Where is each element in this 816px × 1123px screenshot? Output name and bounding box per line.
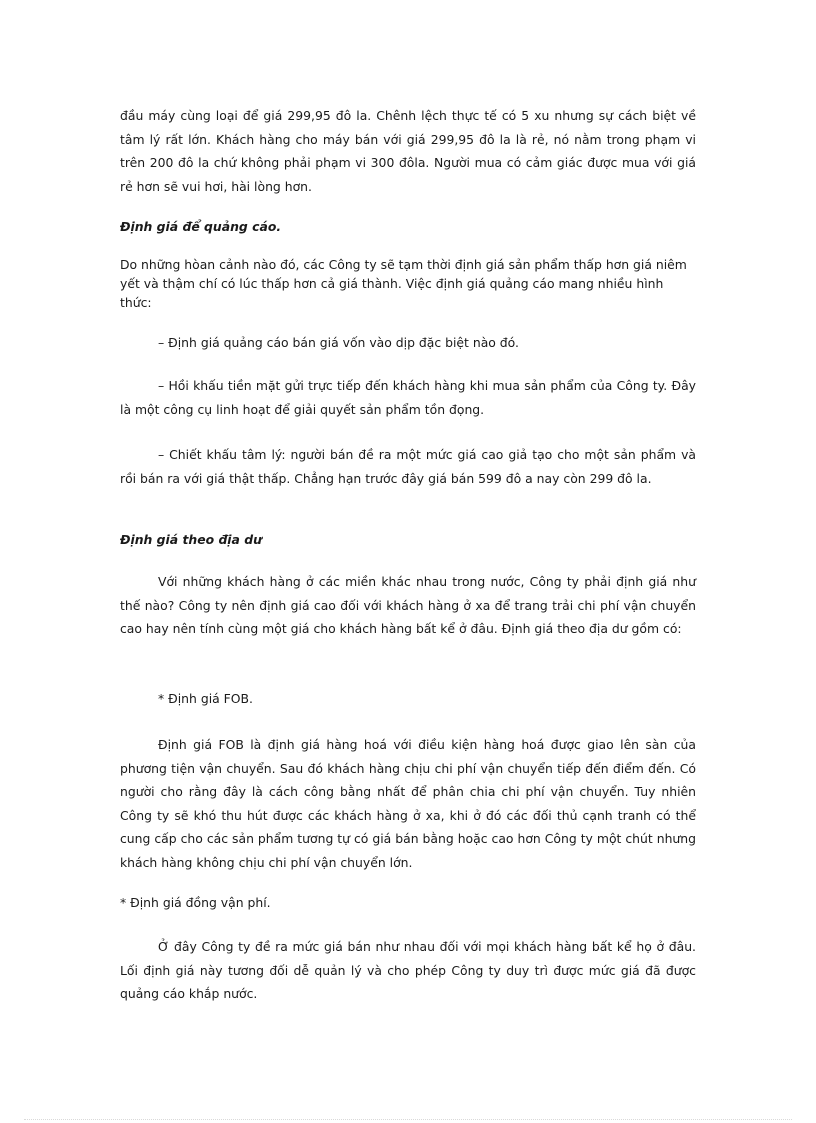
paragraph-psychological-pricing: đầu máy cùng loại để giá 299,95 đô la. Chênh lệch thực tế có 5 xu nhưng sự cách biệt về tâm lý rất lớn. Khách hàng cho máy bán với giá 299,95 đô la là rẻ, nó nằm trong phạm vi trên 200 đô la chứ không phải phạm vi 300 đôla. Người mua có cảm giác được mua với giá rẻ hơn sẽ vui hơi, hài lòng hơn. — [120, 108, 696, 194]
paragraph-fob-description: Định giá FOB là định giá hàng hoá với điều kiện hàng hoá được giao lên sàn của phương tiện vận chuyển. Sau đó khách hàng chịu chi phí vận chuyển tiếp đến điểm đến. Có người cho rằng đây là cách công bằng nhất để phân chia chi phí vận chuyển. Tuy nhiên Công ty sẽ khó thu hút được các khách hàng ở xa, khi ở đó các đối thủ cạnh tranh có thể cung cấp cho các sản phẩm tương tự có giá bán bằng hoặc cao hơn Công ty một chút nhưng khách hàng không chịu chi phí vận chuyển lớn. — [120, 737, 696, 870]
heading-geographical-pricing: Định giá theo địa dư — [120, 532, 262, 547]
paragraph-psychological-discount: – Chiết khấu tâm lý: người bán đề ra một mức giá cao giả tạo cho một sản phẩm và rồi bán ra với giá thật thấp. Chẳng hạn trước đây giá bán 599 đô a nay còn 299 đô la. — [120, 447, 696, 486]
paragraph-geographical-intro: Với những khách hàng ở các miền khác nhau trong nước, Công ty phải định giá như thế nào? Công ty nên định giá cao đối với khách hàng ở xa để trang trải chi phí vận chuyển cao hay nên tính cùng một giá cho khách hàng bất kể ở đâu. Định giá theo địa dư gồm có: — [120, 574, 696, 636]
paragraph-loss-leader: – Định giá quảng cáo bán giá vốn vào dịp đặc biệt nào đó. — [158, 335, 519, 350]
paragraph-uniform-delivered-description: Ở đây Công ty đề ra mức giá bán như nhau đối với mọi khách hàng bất kể họ ở đâu. Lối định giá này tương đối dễ quản lý và cho phép Công ty duy trì được mức giá đã được quảng cáo khắp nước. — [120, 939, 696, 1001]
page-footer-divider — [24, 1119, 792, 1120]
paragraph-uniform-delivered-heading: * Định giá đồng vận phí. — [120, 895, 271, 910]
paragraph-cash-rebate: – Hồi khấu tiền mặt gửi trực tiếp đến khách hàng khi mua sản phẩm của Công ty. Đây là một công cụ linh hoạt để giải quyết sản phẩm tồn đọng. — [120, 378, 696, 417]
paragraph-fob-heading: * Định giá FOB. — [158, 691, 253, 706]
paragraph-promotional-intro: Do những hòan cảnh nào đó, các Công ty sẽ tạm thời định giá sản phẩm thấp hơn giá niêm yết và thậm chí có lúc thấp hơn cả giá thành. Việc định giá quảng cáo mang nhiều hình thức: — [120, 257, 687, 310]
heading-promotional-pricing: Định giá để quảng cáo. — [120, 219, 282, 234]
